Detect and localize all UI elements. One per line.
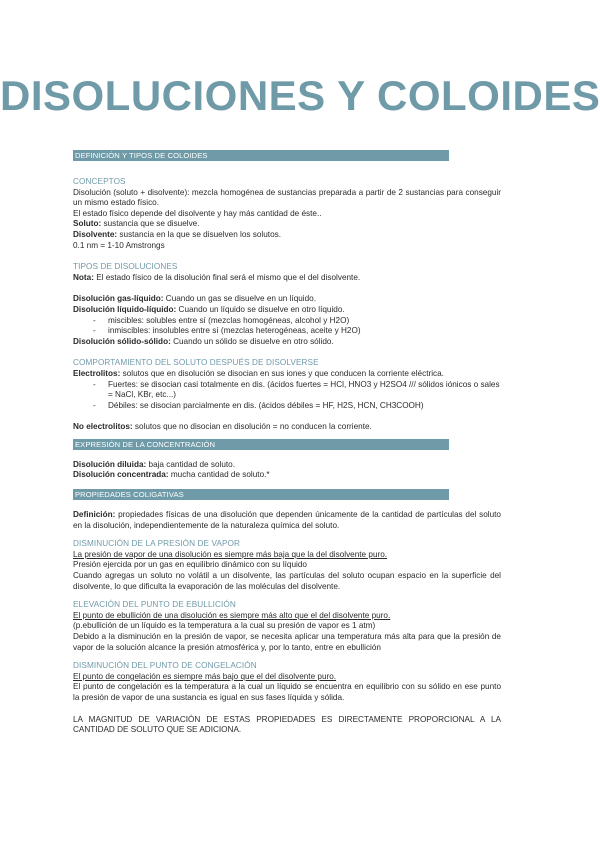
text-presion-def: Presión ejercida por un gas en equilibrio dinámico con su líquido (73, 560, 307, 570)
def-concentrada: mucha cantidad de soluto.* (168, 470, 270, 480)
text-nm: 0.1 nm = 1-10 Amstrongs (73, 240, 165, 250)
label-gas-liquido: Disolución gas-líquido: (73, 294, 164, 304)
subtitle-comportamiento: COMPORTAMIENTO DEL SOLUTO DESPUÉS DE DISOLVERSE (73, 358, 319, 368)
def-solido-solido: Cuando un sólido se disuelve en otro sólido. (170, 336, 334, 346)
text-disolvente (73, 230, 501, 241)
subtitle-tipos: TIPOS DE DISOLUCIONES (73, 262, 178, 272)
label-definicion: Definición: (73, 510, 116, 520)
text-no-electrolitos (73, 422, 501, 433)
label-no-electrolitos: No electrolitos: (73, 422, 133, 432)
label-nota: Nota: (73, 272, 94, 282)
text-diluida (73, 460, 501, 471)
def-nota: El estado físico de la disolución final será el mismo que el del disolvente. (93, 272, 361, 282)
text-gas-liquido (73, 294, 501, 305)
subtitle-ebullicion: ELEVACIÓN DEL PUNTO DE EBULLICIÓN (73, 600, 236, 610)
document-body (73, 150, 501, 736)
text-disolucion: Disolución (soluto + disolvente): mezcla homogénea de sustancias preparada a partir de 2 sustancias para conseguir un mismo estado físico. (73, 187, 501, 208)
subtitle-presion-vapor: DISMINUCIÓN DE LA PRESIÓN DE VAPOR (73, 539, 241, 549)
def-no-electrolitos: solutos que no disocian en disolución = no conducen la corriente. (132, 422, 372, 432)
text-concentrada (73, 470, 501, 481)
section-header-definicion: DEFINICIÓN Y TIPOS DE COLOIDES (73, 150, 449, 161)
def-diluida: baja cantidad de soluto. (146, 459, 235, 469)
page-title: DISOLUCIONES Y COLOIDES (0, 72, 600, 119)
section-header-concentracion: EXPRESIÓN DE LA CONCENTRACIÓN (73, 439, 449, 450)
text-solido-solido (73, 337, 501, 348)
label-solido-solido: Disolución sólido-sólido: (73, 336, 171, 346)
text-liquido-liquido (73, 305, 501, 316)
def-disolvente: sustancia en la que se disuelven los solutos. (117, 229, 281, 239)
label-soluto: Soluto: (73, 219, 102, 229)
text-definicion (73, 510, 501, 531)
label-electrolitos: Electrolitos: (73, 368, 121, 378)
list-item: - Débiles: se disocian parcialmente en dis. (ácidos débiles = HF, H2S, HCN, CH3COOH) (73, 401, 501, 412)
list-item: - inmiscibles: insolubles entre sí (mezclas heterogéneas, aceite y H2O) (73, 326, 501, 337)
list-miscibilidad (73, 316, 501, 337)
text-presion-principio: La presión de vapor de una disolución es siempre más baja que la del disolvente puro. (73, 549, 388, 559)
text-presion-explicacion: Cuando agregas un soluto no volátil a un disolvente, las partículas del soluto ocupan espacio en la superficie del disolvente, lo que dificulta la evaporación de las moléculas del disolvente. (73, 571, 501, 591)
text-electrolitos (73, 369, 501, 380)
list-item: - miscibles: solubles entre sí (mezclas homogéneas, alcohol y H2O) (73, 316, 501, 327)
def-electrolitos: solutos que en disolución se disocian en sus iones y que conducen la corriente eléctrica. (120, 368, 444, 378)
text-ebullicion-principio: El punto de ebullición de una disolución es siempre más alto que el del disolvente puro. (73, 610, 391, 620)
text-nota (73, 273, 501, 284)
label-disolvente: Disolvente: (73, 229, 118, 239)
def-soluto: sustancia que se disuelve. (101, 219, 200, 229)
label-liquido-liquido: Disolución líquido-líquido: (73, 304, 177, 314)
text-estado-fisico: El estado físico depende del disolvente y hay más cantidad de éste.. (73, 208, 322, 218)
def-gas-liquido: Cuando un gas se disuelve en un líquido. (163, 294, 317, 304)
def-definicion: propiedades físicas de una disolución que dependen únicamente de la cantidad de partículas del soluto en la disolución, independientemente de la naturaleza química del soluto. (73, 510, 501, 530)
list-item: - Fuertes: se disocian casi totalmente en dis. (ácidos fuertes = HCl, HNO3 y H2SO4 /// sólidos iónicos o sales = NaCl, KBr, etc...) (73, 380, 501, 401)
subtitle-conceptos: CONCEPTOS (73, 177, 126, 186)
text-ebullicion-def: (p.ebullición de un líquido es la temperatura a la cual su presión de vapor es 1 atm) (73, 621, 376, 631)
section-header-coligativas: PROPIEDADES COLIGATIVAS (73, 489, 449, 500)
text-congelacion-principio: El punto de congelación es siempre más bajo que el del disolvente puro. (73, 671, 337, 681)
label-concentrada: Disolución concentrada: (73, 470, 169, 480)
text-congelacion-explicacion: El punto de congelación es la temperatura a la cual un líquido se encuentra en equilibrio con su sólido en ese punto la presión de vapor de una sustancia es igual en sus fases líquida y sólida. (73, 682, 501, 702)
def-liquido-liquido: Cuando un líquido se disuelve en otro líquido. (176, 304, 345, 314)
text-soluto (73, 219, 501, 230)
list-electrolitos (73, 380, 501, 412)
text-ebullicion-explicacion: Debido a la disminución en la presión de vapor, se necesita aplicar una temperatura más alta para que la presión de vapor de la solución alcance la presión atmosférica y, por lo tanto, entre en ebullición (73, 632, 501, 652)
subtitle-congelacion: DISMINUCIÓN DEL PUNTO DE CONGELACIÓN (73, 661, 257, 671)
text-magnitud: LA MAGNITUD DE VARIACIÓN DE ESTAS PROPIEDADES ES DIRECTAMENTE PROPORCIONAL A LA CANTIDAD DE SOLUTO QUE SE ADICIONA. (73, 714, 501, 735)
label-diluida: Disolución diluida: (73, 459, 147, 469)
